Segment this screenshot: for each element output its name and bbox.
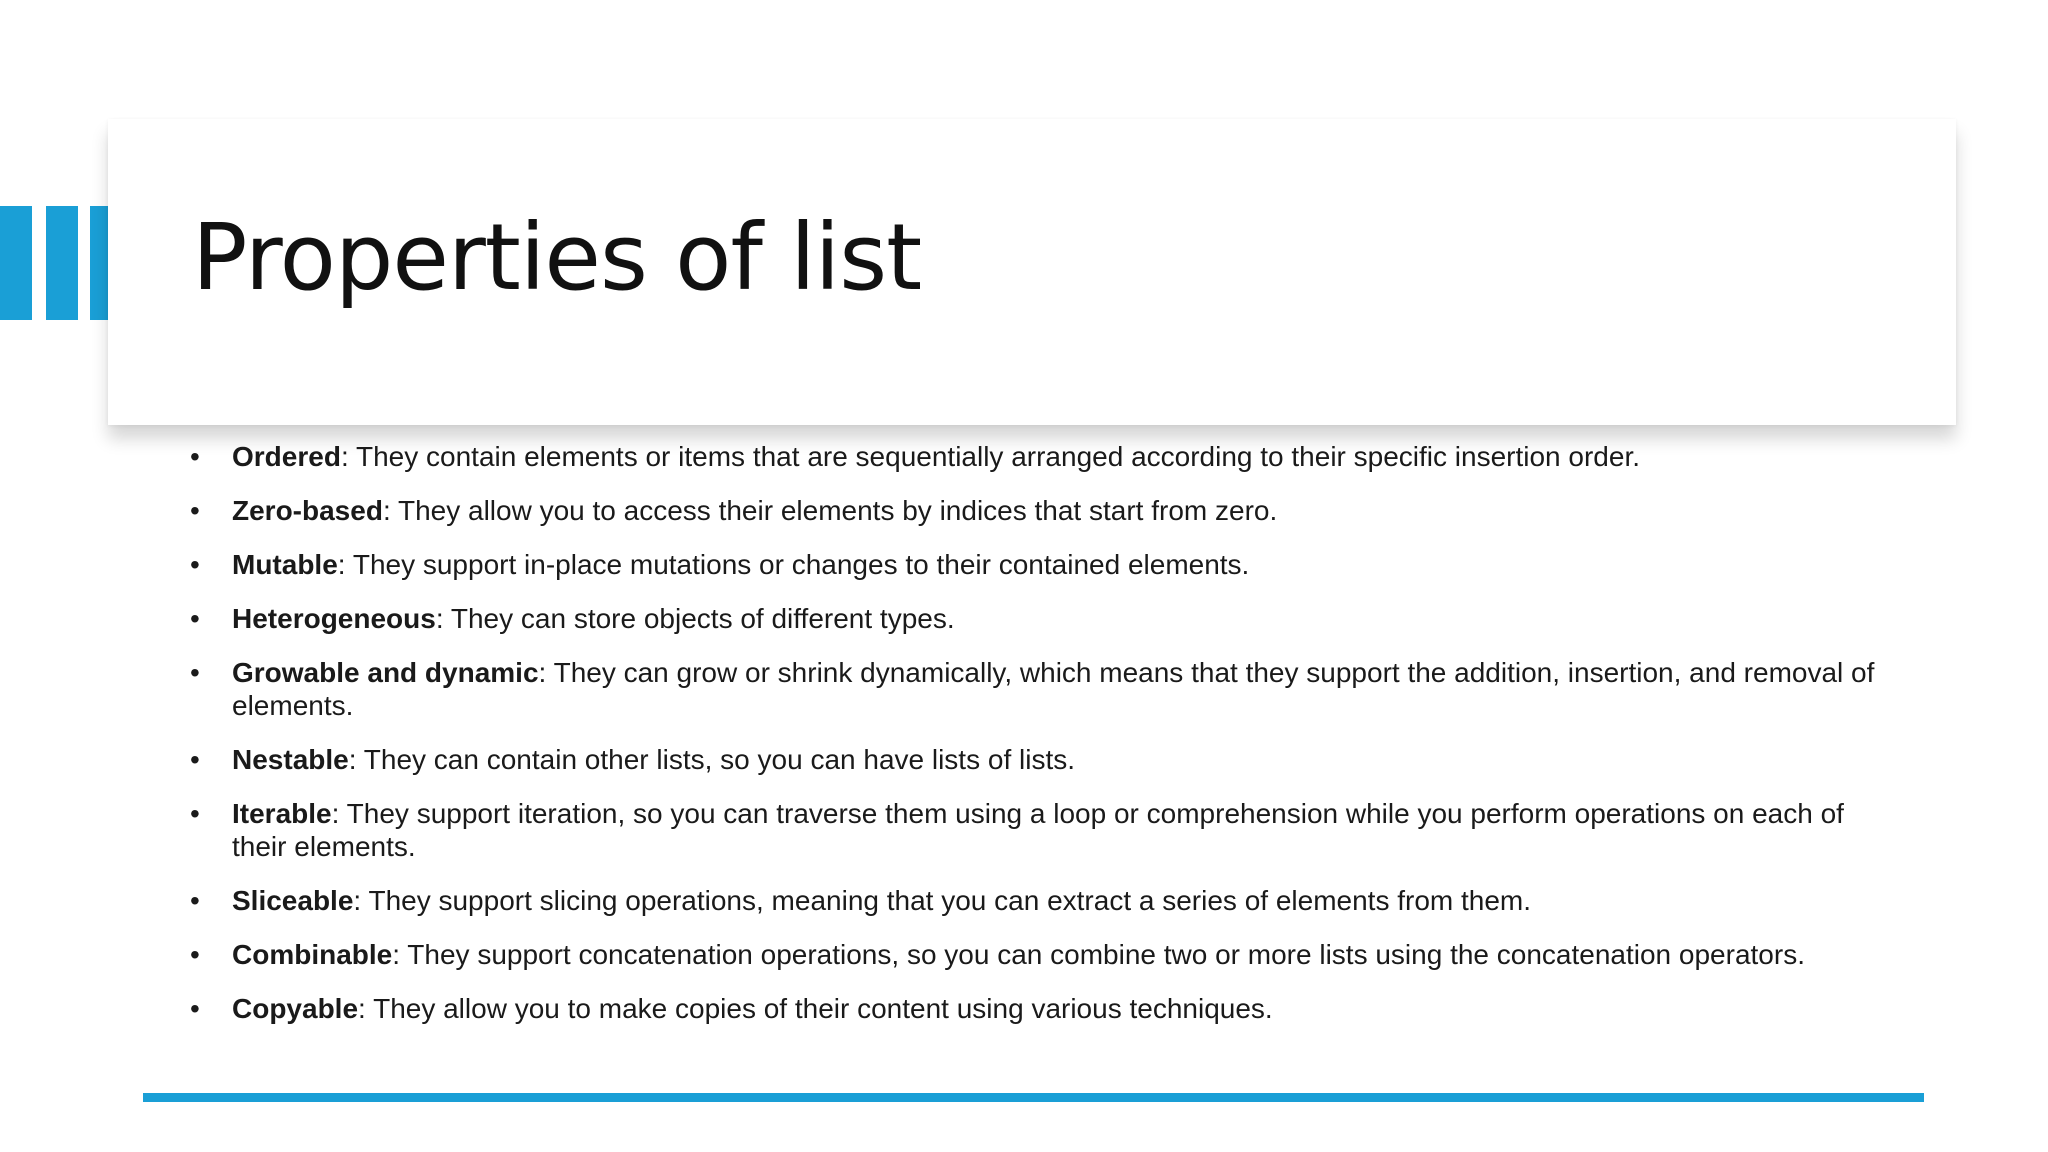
bullet-description: : They support concatenation operations, so you can combine two or more lists using the concatenation operators. bbox=[392, 939, 1805, 970]
bullet-term: Ordered bbox=[232, 441, 341, 472]
bullet-term: Iterable bbox=[232, 798, 332, 829]
bottom-divider bbox=[143, 1093, 1924, 1102]
list-item bbox=[190, 440, 1890, 473]
list-item bbox=[190, 743, 1890, 776]
list-item bbox=[190, 656, 1890, 722]
bullet-term: Copyable bbox=[232, 993, 359, 1024]
bullet-dot: • bbox=[190, 885, 200, 916]
bullet-description: : They contain elements or items that are sequentially arranged according to their specific insertion order. bbox=[340, 441, 1640, 472]
list-item bbox=[190, 938, 1890, 971]
bullet-dot: • bbox=[190, 495, 200, 526]
accent-bars-decoration bbox=[0, 206, 110, 320]
bullet-dot: • bbox=[190, 657, 200, 688]
accent-bar bbox=[0, 206, 32, 320]
bullet-term: Combinable bbox=[232, 939, 393, 970]
bullet-term: Zero-based bbox=[232, 495, 383, 526]
bullet-description: : They support iteration, so you can traverse them using a loop or comprehension while you perform operations on each of their elements. bbox=[232, 798, 1844, 862]
bullet-term: Heterogeneous bbox=[232, 603, 436, 634]
accent-bar bbox=[90, 206, 110, 320]
bullet-term: Mutable bbox=[232, 549, 338, 580]
bullet-term: Growable and dynamic bbox=[232, 657, 539, 688]
title-card bbox=[108, 119, 1956, 425]
bullet-dot: • bbox=[190, 939, 200, 970]
bullet-dot: • bbox=[190, 798, 200, 829]
list-item bbox=[190, 992, 1890, 1025]
bullet-term: Sliceable bbox=[232, 885, 354, 916]
bullet-description: : They allow you to make copies of their content using various techniques. bbox=[358, 993, 1273, 1024]
list-item bbox=[190, 494, 1890, 527]
bullet-description: : They support slicing operations, meaning that you can extract a series of elements from them. bbox=[353, 885, 1532, 916]
list-item bbox=[190, 884, 1890, 917]
bullet-dot: • bbox=[190, 744, 200, 775]
accent-bar bbox=[46, 206, 78, 320]
bullet-description: : They allow you to access their elements by indices that start from zero. bbox=[382, 495, 1278, 526]
bullet-dot: • bbox=[190, 993, 200, 1024]
bullet-description: : They can contain other lists, so you can have lists of lists. bbox=[348, 744, 1075, 775]
list-item bbox=[190, 548, 1890, 581]
bullet-term: Nestable bbox=[232, 744, 349, 775]
bullet-description: : They support in-place mutations or changes to their contained elements. bbox=[337, 549, 1250, 580]
bullet-description: : They can store objects of different types. bbox=[435, 603, 955, 634]
slide-body bbox=[190, 440, 1890, 1046]
bullet-dot: • bbox=[190, 441, 200, 472]
list-item bbox=[190, 797, 1890, 863]
bullet-list bbox=[190, 440, 1890, 1025]
bullet-dot: • bbox=[190, 549, 200, 580]
slide-title: Properties of list bbox=[192, 204, 922, 311]
list-item bbox=[190, 602, 1890, 635]
bullet-description: : They can grow or shrink dynamically, which means that they support the addition, insertion, and removal of elements. bbox=[232, 657, 1875, 721]
bullet-dot: • bbox=[190, 603, 200, 634]
